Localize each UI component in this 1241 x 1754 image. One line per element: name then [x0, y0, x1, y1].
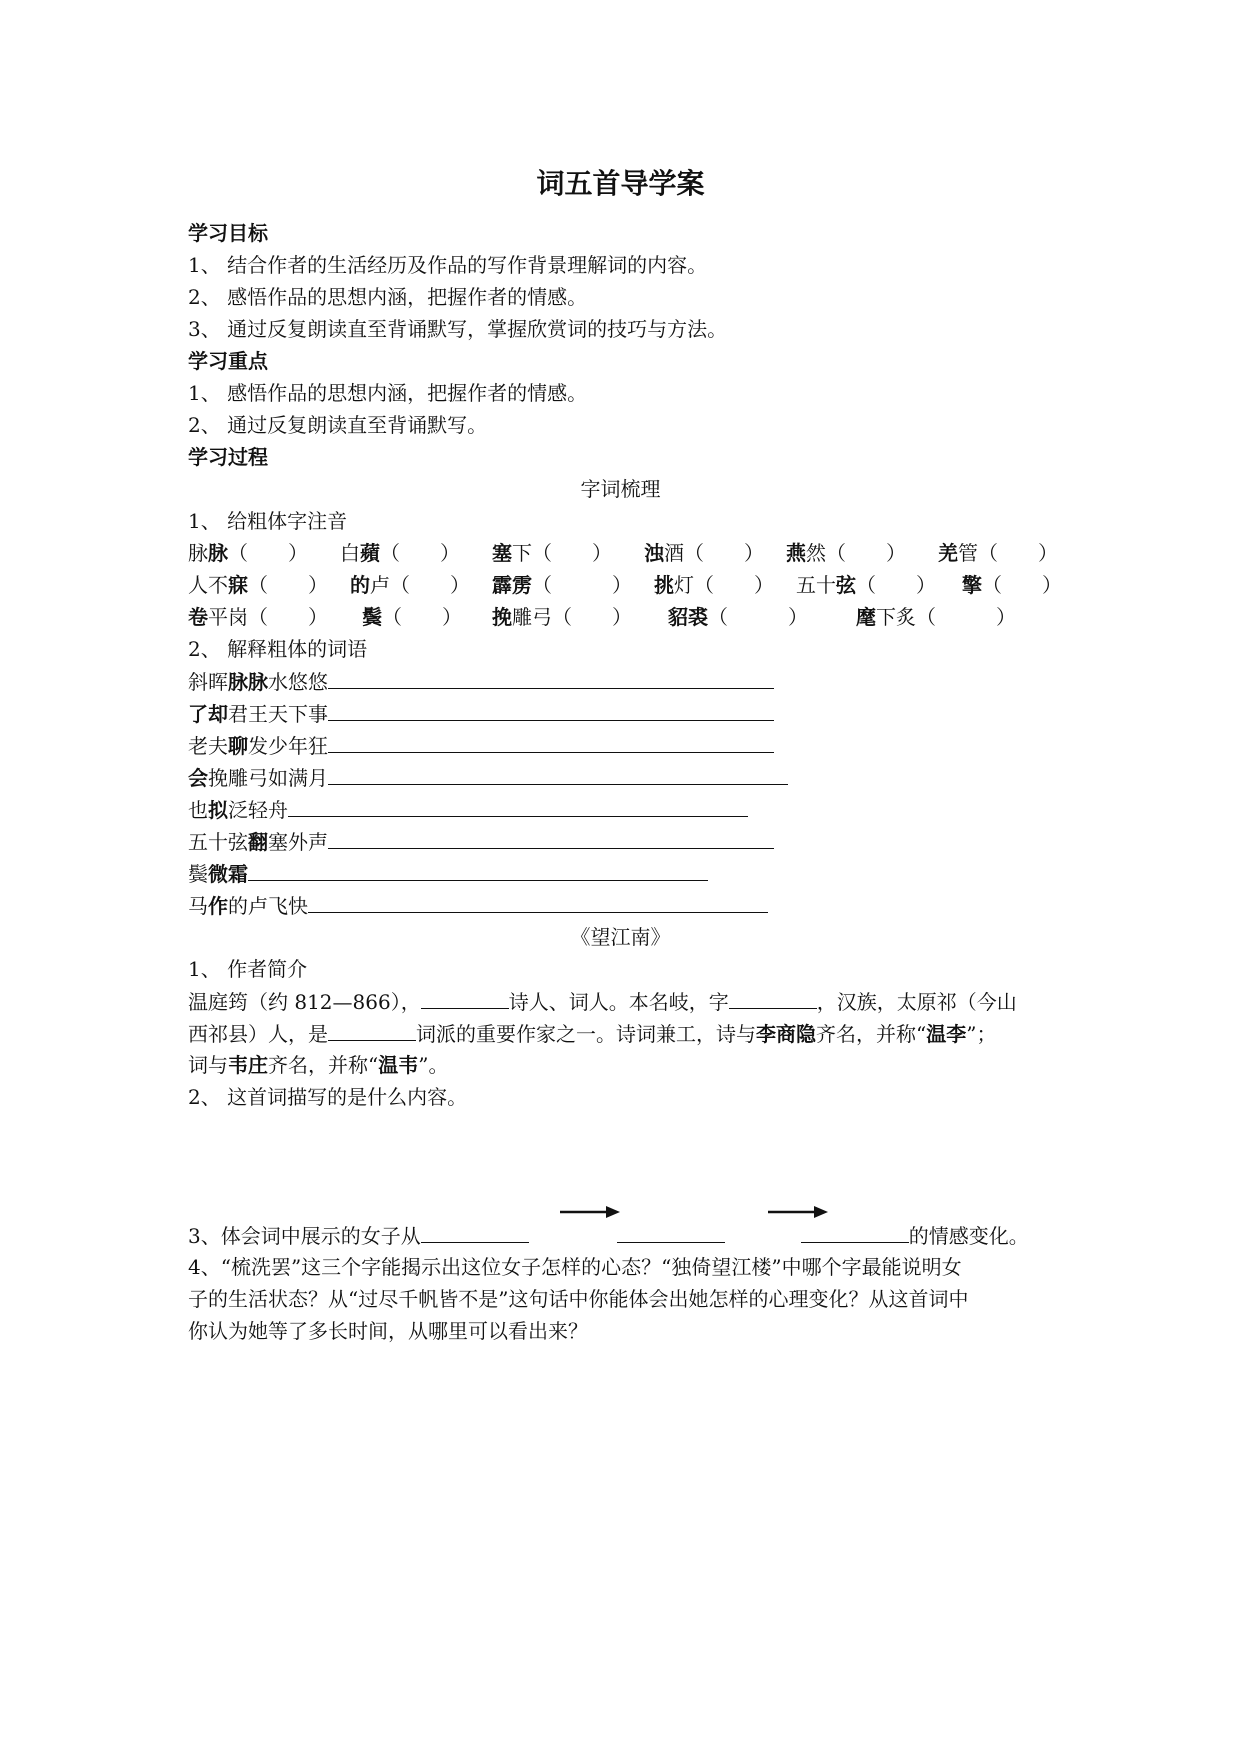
goals-heading: 学习目标: [188, 221, 268, 245]
author-intro-line-2: 西祁县）人，是 词派的重要作家之一。诗词兼工，诗与李商隐齐名，并称“温李”；: [188, 1018, 996, 1049]
pinyin-item: 五十弦（ ）: [796, 573, 936, 597]
right-arrow-icon: [560, 1204, 620, 1220]
page-title: 词五首导学案: [536, 167, 705, 200]
answer-blank[interactable]: [421, 1220, 529, 1243]
key-heading: 学习重点: [188, 349, 268, 373]
analysis-question-line-1: 4、“梳洗罢”这三个字能揭示出这位女子怎样的心态？“独倚望江楼”中哪个字最能说明女: [188, 1255, 962, 1279]
answer-blank[interactable]: [308, 890, 768, 913]
content-question: 2、 这首词描写的是什么内容。: [188, 1085, 468, 1109]
pinyin-item: 脉脉（ ）: [188, 541, 308, 565]
pinyin-item: 麾下炙（ ）: [856, 605, 1016, 629]
pinyin-item: 塞下（ ）: [492, 541, 612, 565]
pinyin-item: 貂裘（ ）: [668, 605, 808, 629]
explain-question: 2、 解释粗体的词语: [188, 637, 368, 661]
author-intro-line-3: 词与韦庄齐名，并称“温韦”。: [188, 1053, 449, 1077]
goal-item-1: 1、 结合作者的生活经历及作品的写作背景理解词的内容。: [188, 253, 708, 277]
answer-blank[interactable]: [328, 730, 774, 753]
pinyin-item: 人不寐（ ）: [188, 573, 328, 597]
answer-blank[interactable]: [248, 858, 708, 881]
pinyin-item: 鬓（ ）: [362, 605, 462, 629]
answer-blank[interactable]: [617, 1220, 725, 1243]
author-intro-line-1: 温庭筠（约 812—866）， 诗人、词人。本名岐，字 ，汉族，太原祁（今山: [188, 986, 1017, 1017]
pinyin-item: 白蘋（ ）: [340, 541, 460, 565]
phrase-line: 五十弦翻塞外声: [188, 826, 774, 857]
process-heading: 学习过程: [188, 445, 268, 469]
author-question: 1、 作者简介: [188, 957, 308, 981]
pinyin-item: 羌管（ ）: [938, 541, 1058, 565]
phrase-line: 会挽雕弓如满月: [188, 762, 788, 793]
pinyin-item: 挑灯（ ）: [654, 573, 774, 597]
analysis-question-line-2: 子的生活状态？从“过尽千帆皆不是”这句话中你能体会出她怎样的心理变化？从这首词中: [188, 1287, 969, 1311]
phrase-line: 马作的卢飞快: [188, 890, 768, 921]
pinyin-question: 1、 给粗体字注音: [188, 509, 348, 533]
pinyin-item: 擎（ ）: [962, 573, 1062, 597]
pinyin-item: 卷平岗（ ）: [188, 605, 328, 629]
phrase-line: 鬓微霜: [188, 858, 708, 889]
pinyin-item: 浊酒（ ）: [644, 541, 764, 565]
goal-item-2: 2、 感悟作品的思想内涵，把握作者的情感。: [188, 285, 588, 309]
answer-blank[interactable]: [801, 1220, 909, 1243]
answer-blank[interactable]: [421, 986, 509, 1009]
phrase-line: 了却君王天下事: [188, 698, 774, 729]
answer-blank[interactable]: [328, 698, 774, 721]
phrase-line: 斜晖脉脉水悠悠: [188, 666, 774, 697]
answer-blank[interactable]: [729, 986, 817, 1009]
answer-blank[interactable]: [288, 794, 748, 817]
answer-blank[interactable]: [328, 666, 774, 689]
phrase-line: 老夫聊发少年狂: [188, 730, 774, 761]
emotion-question: 3、体会词中展示的女子从 的情感变化。: [188, 1220, 1029, 1251]
pinyin-item: 燕然（ ）: [786, 541, 906, 565]
process-subheading: 字词梳理: [580, 477, 661, 501]
pinyin-item: 霹雳（ ）: [492, 573, 632, 597]
right-arrow-icon: [768, 1204, 828, 1220]
key-item-2: 2、 通过反复朗读直至背诵默写。: [188, 413, 488, 437]
pinyin-item: 挽雕弓（ ）: [492, 605, 632, 629]
key-item-1: 1、 感悟作品的思想内涵，把握作者的情感。: [188, 381, 588, 405]
phrase-line: 也拟泛轻舟: [188, 794, 748, 825]
poem-title: 《望江南》: [570, 925, 671, 949]
answer-blank[interactable]: [328, 762, 788, 785]
answer-blank[interactable]: [328, 1018, 416, 1041]
answer-blank[interactable]: [328, 826, 774, 849]
goal-item-3: 3、 通过反复朗读直至背诵默写，掌握欣赏词的技巧与方法。: [188, 317, 728, 341]
analysis-question-line-3: 你认为她等了多长时间，从哪里可以看出来？: [188, 1319, 588, 1343]
pinyin-item: 的卢（ ）: [350, 573, 470, 597]
